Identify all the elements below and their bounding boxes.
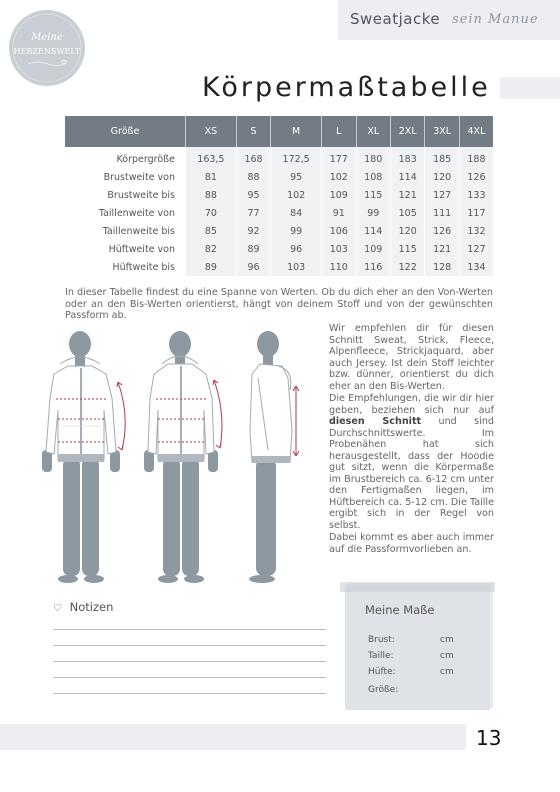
- table-cell: 96: [236, 258, 270, 276]
- table-row: [65, 147, 493, 168]
- table-cell: 133: [459, 186, 493, 204]
- figure-front-2: [138, 330, 238, 585]
- table-corner-header: Größe: [65, 116, 186, 147]
- table-cell: 185: [425, 147, 459, 168]
- table-cell: 91: [322, 204, 356, 222]
- table-cell: 168: [236, 147, 270, 168]
- table-cell: 134: [459, 258, 493, 276]
- row-label: Brustweite von: [103, 171, 175, 183]
- note-line[interactable]: [53, 645, 326, 646]
- table-cell: 183: [390, 147, 424, 168]
- table-cell: 127: [425, 186, 459, 204]
- table-cell: 172,5: [271, 147, 322, 168]
- table-cell: 89: [236, 240, 270, 258]
- title-band: [500, 77, 560, 99]
- notes-heading: [53, 600, 113, 614]
- table-cell: 109: [356, 240, 390, 258]
- table-cell: 81: [186, 168, 237, 186]
- advice-bold-text: diesen Schnitt: [329, 416, 422, 427]
- table-row: [65, 258, 493, 276]
- footer-band: [0, 724, 466, 750]
- advice-paragraph-3: Dabei kommt es aber auch immer auf die Passformvorlieben an.: [329, 532, 494, 555]
- measure-label-chest: Brust:: [368, 635, 395, 645]
- table-row: [65, 168, 493, 186]
- header-script: sein Manue: [452, 12, 539, 27]
- size-header: M: [271, 116, 322, 147]
- measure-label-waist: Taille:: [368, 651, 394, 661]
- table-cell: 120: [390, 222, 424, 240]
- measure-unit-chest: cm: [440, 635, 454, 645]
- intro-text: In dieser Tabelle findest du eine Spanne von Werten. Ob du dich eher an den Von-Werten oder an den Bis-Werten orientierst, hängt von deinem Stoff und von der gewünschten Passform ab.: [65, 287, 493, 321]
- logo-top-text: Meine: [31, 32, 63, 43]
- table-cell: 111: [425, 204, 459, 222]
- measure-label-hip: Hüfte:: [368, 667, 396, 677]
- note-line[interactable]: [53, 693, 326, 694]
- table-cell: 105: [390, 204, 424, 222]
- table-cell: 188: [459, 147, 493, 168]
- table-cell: 106: [322, 222, 356, 240]
- table-cell: 128: [425, 258, 459, 276]
- table-row: [65, 222, 493, 240]
- row-label: Taillenweite bis: [102, 225, 175, 237]
- size-header: 2XL: [390, 116, 424, 147]
- table-cell: 121: [390, 186, 424, 204]
- table-cell: 116: [356, 258, 390, 276]
- row-label: Körpergröße: [116, 153, 175, 165]
- advice-paragraph-1: Wir empfehlen dir für diesen Schnitt Sweat, Strick, Fleece, Alpenfleece, Strickjaquard, aber auch Jersey. Ist dein Stoff leichter bzw. dünner, orientierst du dich eher an den Bis-Werten.: [329, 323, 494, 392]
- advice-text-span: Die Empfehlungen, die wir dir hier geben, beziehen sich nur auf: [329, 393, 494, 416]
- row-label: Hüftweite von: [108, 243, 175, 255]
- table-cell: 114: [390, 168, 424, 186]
- size-header: S: [236, 116, 270, 147]
- table-cell: 99: [356, 204, 390, 222]
- table-cell: 177: [322, 147, 356, 168]
- table-cell: 77: [236, 204, 270, 222]
- note-line[interactable]: [53, 629, 326, 630]
- table-cell: 121: [425, 240, 459, 258]
- table-cell: 108: [356, 168, 390, 186]
- measure-label-size: Größe:: [368, 685, 399, 695]
- page-title: Körpermaßtabelle: [202, 72, 491, 103]
- table-row: [65, 186, 493, 204]
- advice-text-span: und sind Durchschnittswerte. Im Probenähen hat sich herausgestellt, dass der Hoodie gut sitzt, wenn die Körpermaße im Brustbereich ca. 6-12 cm unter den Fertigmaßen liegen, im Hüftbereich ca. 5-12 cm. Die Taille ergibt sich in der Regel von selbst.: [329, 416, 494, 531]
- table-cell: 110: [322, 258, 356, 276]
- table-cell: 122: [390, 258, 424, 276]
- table-cell: 103: [271, 258, 322, 276]
- advice-paragraph-2: [329, 393, 494, 531]
- table-cell: 117: [459, 204, 493, 222]
- table-cell: 95: [271, 168, 322, 186]
- brand-logo: [8, 9, 86, 87]
- table-cell: 126: [425, 222, 459, 240]
- table-body: [65, 147, 493, 276]
- table-cell: 95: [236, 186, 270, 204]
- card-tape: [340, 582, 495, 592]
- table-cell: 89: [186, 258, 237, 276]
- table-cell: 120: [425, 168, 459, 186]
- size-header: 4XL: [459, 116, 493, 147]
- table-cell: 115: [390, 240, 424, 258]
- logo-main-text: HERZENSWELT: [13, 47, 81, 56]
- table-cell: 132: [459, 222, 493, 240]
- figure-side: [238, 330, 318, 585]
- row-label: Hüftweite bis: [112, 261, 175, 273]
- measure-unit-hip: cm: [440, 667, 454, 677]
- table-cell: 109: [322, 186, 356, 204]
- size-header: 3XL: [425, 116, 459, 147]
- table-cell: 102: [322, 168, 356, 186]
- advice-text: [329, 323, 494, 556]
- table-cell: 127: [459, 240, 493, 258]
- size-header: XS: [186, 116, 237, 147]
- table-cell: 102: [271, 186, 322, 204]
- table-header-row: [65, 116, 493, 147]
- table-cell: 85: [186, 222, 237, 240]
- table-cell: 96: [271, 240, 322, 258]
- table-cell: 115: [356, 186, 390, 204]
- size-table: [65, 116, 493, 276]
- heart-icon: ♡: [53, 603, 62, 614]
- page-number: 13: [476, 726, 502, 750]
- table-cell: 92: [236, 222, 270, 240]
- header-title: Sweatjacke: [350, 10, 441, 28]
- table-cell: 103: [322, 240, 356, 258]
- table-cell: 88: [236, 168, 270, 186]
- table-cell: 82: [186, 240, 237, 258]
- table-cell: 180: [356, 147, 390, 168]
- size-header: L: [322, 116, 356, 147]
- size-header: XL: [356, 116, 390, 147]
- table-cell: 99: [271, 222, 322, 240]
- row-label: Taillenweite von: [98, 207, 175, 219]
- card-title: Meine Maße: [365, 603, 435, 617]
- table-cell: 84: [271, 204, 322, 222]
- figure-front-1: [38, 330, 138, 585]
- table-cell: 163,5: [186, 147, 237, 168]
- measure-unit-waist: cm: [440, 651, 454, 661]
- table-cell: 114: [356, 222, 390, 240]
- note-line[interactable]: [53, 677, 326, 678]
- table-cell: 88: [186, 186, 237, 204]
- table-row: [65, 204, 493, 222]
- row-label: Brustweite bis: [107, 189, 175, 201]
- table-cell: 70: [186, 204, 237, 222]
- table-cell: 126: [459, 168, 493, 186]
- notes-label: Notizen: [69, 600, 114, 614]
- table-row: [65, 240, 493, 258]
- note-line[interactable]: [53, 661, 326, 662]
